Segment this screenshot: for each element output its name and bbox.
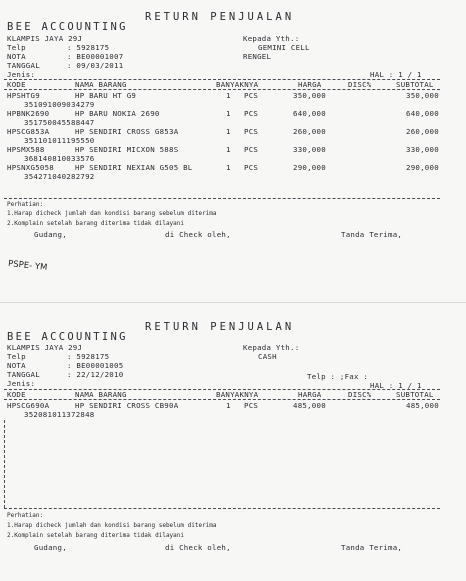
item-harga: 290,000 xyxy=(293,163,326,172)
item-nama: HP BARU HT G9 xyxy=(75,91,137,100)
item-qty: 1 xyxy=(226,109,231,118)
item-unit: PCS xyxy=(244,127,259,136)
item-serial: 352081011372848 xyxy=(24,410,95,419)
note-1: 1.Harap dicheck jumlah dan kondisi barang sebelum diterima xyxy=(7,522,217,529)
handwritten-note: PSPE- YM xyxy=(7,258,48,274)
item-subtotal: 290,000 xyxy=(406,163,439,172)
item-harga: 350,000 xyxy=(293,91,326,100)
telp-label: Telp xyxy=(7,43,26,52)
item-nama: HP SENDIRI CROSS G853A xyxy=(75,127,179,136)
item-kode: HPSCG853A xyxy=(7,127,50,136)
item-harga: 330,000 xyxy=(293,145,326,154)
item-serial: 351750045588447 xyxy=(24,118,95,127)
item-unit: PCS xyxy=(244,91,259,100)
item-serial: 351101011195550 xyxy=(24,136,95,145)
table-left-edge xyxy=(4,420,5,508)
customer-name: CASH xyxy=(258,352,277,361)
item-unit: PCS xyxy=(244,109,259,118)
tanggal-value: : 09/03/2011 xyxy=(67,61,124,70)
item-qty: 1 xyxy=(226,145,231,154)
header-kode: KODE xyxy=(7,80,26,89)
tanggal-value: : 22/12/2010 xyxy=(67,370,124,379)
company-address: KLAMPIS JAYA 29J xyxy=(7,34,83,43)
note-1: 1.Harap dicheck jumlah dan kondisi barang sebelum diterima xyxy=(7,210,217,217)
item-kode: HPSMX588 xyxy=(7,145,45,154)
header-harga: HARGA xyxy=(298,390,322,399)
item-kode: HPBNK2690 xyxy=(7,109,50,118)
document-title: RETURN PENJUALAN xyxy=(145,321,295,333)
item-qty: 1 xyxy=(226,163,231,172)
item-nama: HP BARU NOKIA 2690 xyxy=(75,109,160,118)
nota-label: NOTA xyxy=(7,52,26,61)
item-serial: 354271040282792 xyxy=(24,172,95,181)
nota-label: NOTA xyxy=(7,361,26,370)
perhatian-label: Perhatian: xyxy=(7,201,44,208)
tanggal-label: TANGGAL xyxy=(7,61,40,70)
tanda-terima-label: Tanda Terima, xyxy=(341,543,403,552)
header-nama-barang: NAMA BARANG xyxy=(75,390,127,399)
item-unit: PCS xyxy=(244,145,259,154)
item-unit: PCS xyxy=(244,401,259,410)
item-nama: HP SENDIRI MICXON 588S xyxy=(75,145,179,154)
table-header-rule xyxy=(4,399,440,400)
item-harga: 640,000 xyxy=(293,109,326,118)
document-title: RETURN PENJUALAN xyxy=(145,11,295,23)
customer-city: RENGEL xyxy=(243,52,272,61)
header-subtotal: SUBTOTAL xyxy=(396,390,434,399)
header-disc: DISC% xyxy=(348,390,372,399)
item-nama: HP SENDIRI CROSS CB90A xyxy=(75,401,179,410)
item-qty: 1 xyxy=(226,91,231,100)
gudang-label: Gudang, xyxy=(34,230,67,239)
kepada-label: Kepada Yth.: xyxy=(243,34,300,43)
item-nama: HP SENDIRI NEXIAN G505 BL xyxy=(75,163,193,172)
check-label: di Check oleh, xyxy=(165,543,231,552)
note-2: 2.Komplain setelah barang diterima tidak dilayani xyxy=(7,220,185,227)
item-subtotal: 640,000 xyxy=(406,109,439,118)
item-subtotal: 485,000 xyxy=(406,401,439,410)
item-harga: 485,000 xyxy=(293,401,326,410)
telp-label: Telp xyxy=(7,352,26,361)
item-harga: 260,000 xyxy=(293,127,326,136)
header-banyaknya: BANYAKNYA xyxy=(216,80,259,89)
telp-value: : 5928175 xyxy=(67,43,110,52)
jenis-label: Jenis: xyxy=(7,379,36,388)
item-kode: HPSCG690A xyxy=(7,401,50,410)
company-address: KLAMPIS JAYA 29J xyxy=(7,343,83,352)
perhatian-label: Perhatian: xyxy=(7,512,44,519)
header-subtotal: SUBTOTAL xyxy=(396,80,434,89)
note-2: 2.Komplain setelah barang diterima tidak dilayani xyxy=(7,532,185,539)
item-subtotal: 330,000 xyxy=(406,145,439,154)
jenis-label: Jenis: xyxy=(7,70,36,79)
check-label: di Check oleh, xyxy=(165,230,231,239)
item-subtotal: 350,000 xyxy=(406,91,439,100)
tanda-terima-label: Tanda Terima, xyxy=(341,230,403,239)
item-kode: HPSNXG5058 xyxy=(7,163,54,172)
header-harga: HARGA xyxy=(298,80,322,89)
table-header-rule xyxy=(4,89,440,90)
company-name: BEE ACCOUNTING xyxy=(7,21,128,33)
header-nama-barang: NAMA BARANG xyxy=(75,80,127,89)
header-kode: KODE xyxy=(7,390,26,399)
item-serial: 368140810033576 xyxy=(24,154,95,163)
tanggal-label: TANGGAL xyxy=(7,370,40,379)
nota-value: : BE00001007 xyxy=(67,52,124,61)
item-kode: HPSHTG9 xyxy=(7,91,40,100)
item-qty: 1 xyxy=(226,401,231,410)
header-disc: DISC% xyxy=(348,80,372,89)
telp-value: : 5928175 xyxy=(67,352,110,361)
item-unit: PCS xyxy=(244,163,259,172)
company-name: BEE ACCOUNTING xyxy=(7,331,128,343)
table-bottom-rule xyxy=(4,508,440,509)
header-banyaknya: BANYAKNYA xyxy=(216,390,259,399)
page-number: HAL : 1 / 1 xyxy=(370,70,422,79)
item-qty: 1 xyxy=(226,127,231,136)
gudang-label: Gudang, xyxy=(34,543,67,552)
table-bottom-rule xyxy=(4,198,440,199)
page-number: HAL : 1 / 1 xyxy=(370,381,422,390)
page-fold-line xyxy=(0,302,466,304)
item-serial: 351091009034279 xyxy=(24,100,95,109)
item-subtotal: 260,000 xyxy=(406,127,439,136)
customer-name: GEMINI CELL xyxy=(258,43,310,52)
telp-fax: Telp : ;Fax : xyxy=(307,372,369,381)
kepada-label: Kepada Yth.: xyxy=(243,343,300,352)
nota-value: : BE00001005 xyxy=(67,361,124,370)
